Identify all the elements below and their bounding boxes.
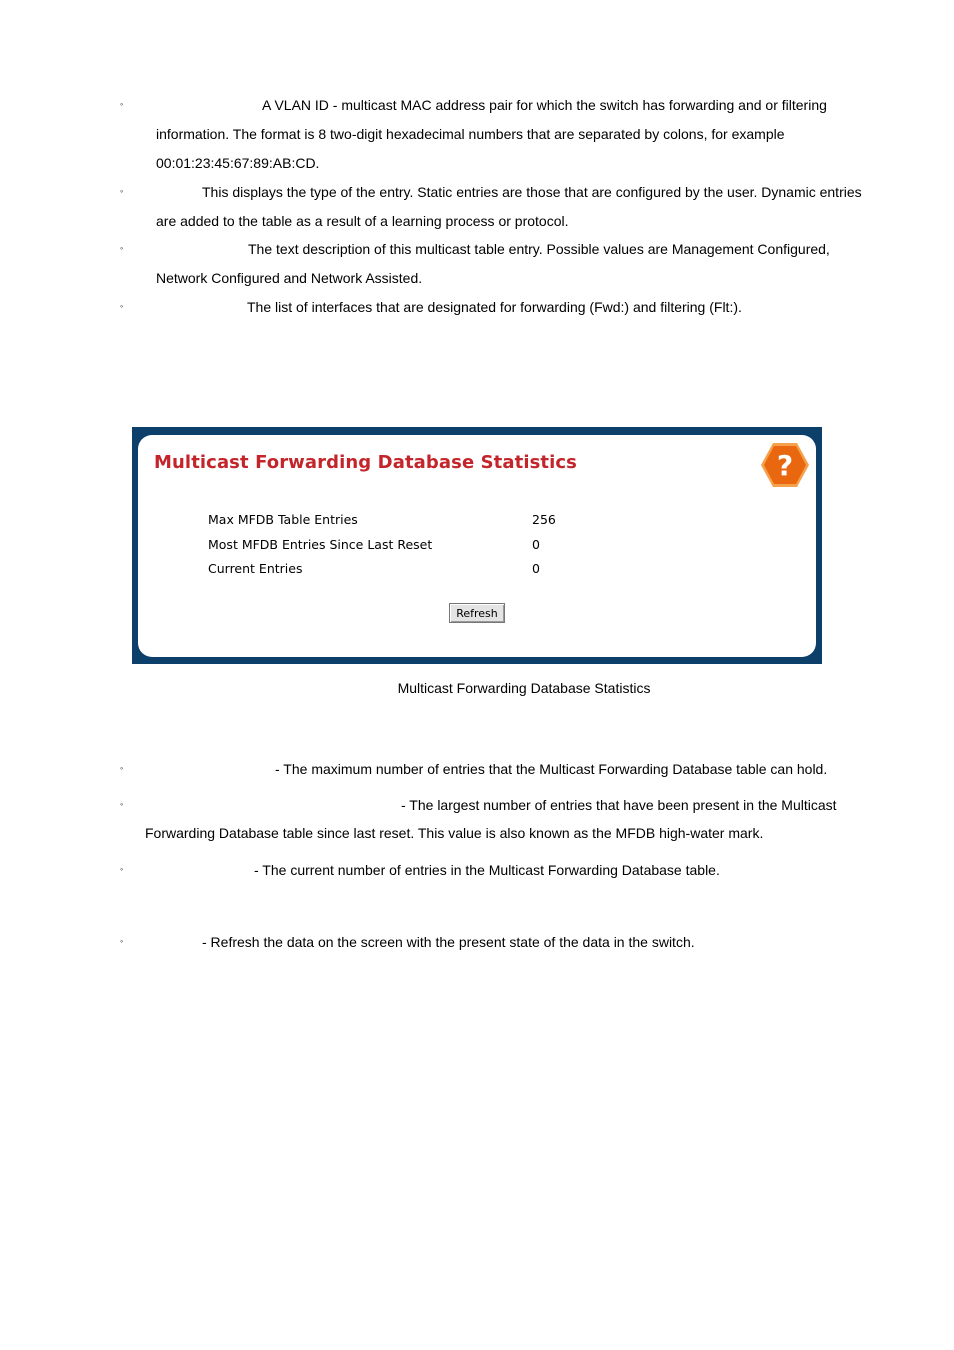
- description-max-entries: [156, 755, 827, 784]
- stat-value: 256: [532, 512, 556, 527]
- bullet-marker: ◦: [120, 864, 124, 874]
- refresh-button[interactable]: Refresh: [449, 603, 505, 623]
- stat-value: 0: [532, 561, 540, 576]
- bullet-marker: ◦: [120, 99, 124, 109]
- figure-caption: Multicast Forwarding Database Statistics: [397, 680, 651, 696]
- stat-row-current-entries: [208, 561, 608, 581]
- bullet-marker: ◦: [120, 243, 124, 253]
- text-line: This displays the type of the entry. Static entries are those that are configured by the user. Dynamic entries: [202, 184, 862, 200]
- stat-value: 0: [532, 537, 540, 552]
- text-line: The text description of this multicast table entry. Possible values are Management Configured,: [248, 241, 830, 257]
- stat-row-most-entries: [208, 537, 608, 557]
- text-line: Forwarding Database table since last reset. This value is also known as the MFDB high-water mark.: [145, 825, 764, 841]
- description-most-entries: [145, 791, 837, 847]
- text-line: The list of interfaces that are designated for forwarding (Fwd:) and filtering (Flt:).: [247, 299, 742, 315]
- text-line: are added to the table as a result of a learning process or protocol.: [156, 213, 569, 229]
- text-line: - Refresh the data on the screen with the present state of the data in the switch.: [202, 934, 695, 950]
- text-line: A VLAN ID - multicast MAC address pair for which the switch has forwarding and or filtering: [262, 97, 827, 113]
- description-interfaces: [156, 293, 742, 322]
- stat-row-max-entries: [208, 512, 608, 532]
- description-current-entries: [156, 856, 720, 885]
- stat-label: Max MFDB Table Entries: [208, 512, 358, 527]
- bullet-marker: ◦: [120, 186, 124, 196]
- panel-content: [138, 435, 816, 657]
- description-refresh: [156, 928, 695, 957]
- stat-label: Current Entries: [208, 561, 303, 576]
- text-line: information. The format is 8 two-digit hexadecimal numbers that are separated by colons, for example: [156, 126, 785, 142]
- description-mac-address: [156, 91, 827, 178]
- help-icon[interactable]: [760, 441, 810, 489]
- description-description: [156, 235, 830, 293]
- bullet-marker: ◦: [120, 936, 124, 946]
- bullet-marker: ◦: [120, 301, 124, 311]
- description-type: [156, 178, 862, 236]
- page-title: Multicast Forwarding Database Statistics: [154, 452, 577, 473]
- help-symbol: ?: [776, 449, 794, 482]
- text-line: - The largest number of entries that have been present in the Multicast: [401, 797, 837, 813]
- bullet-marker: ◦: [120, 763, 124, 773]
- text-line: Network Configured and Network Assisted.: [156, 270, 423, 286]
- text-line: - The current number of entries in the Multicast Forwarding Database table.: [254, 862, 720, 878]
- mfdb-statistics-screenshot: [132, 427, 822, 664]
- text-line: 00:01:23:45:67:89:AB:CD.: [156, 155, 320, 171]
- stat-label: Most MFDB Entries Since Last Reset: [208, 537, 433, 552]
- text-line: - The maximum number of entries that the Multicast Forwarding Database table can hold.: [275, 761, 828, 777]
- bullet-marker: ◦: [120, 799, 124, 809]
